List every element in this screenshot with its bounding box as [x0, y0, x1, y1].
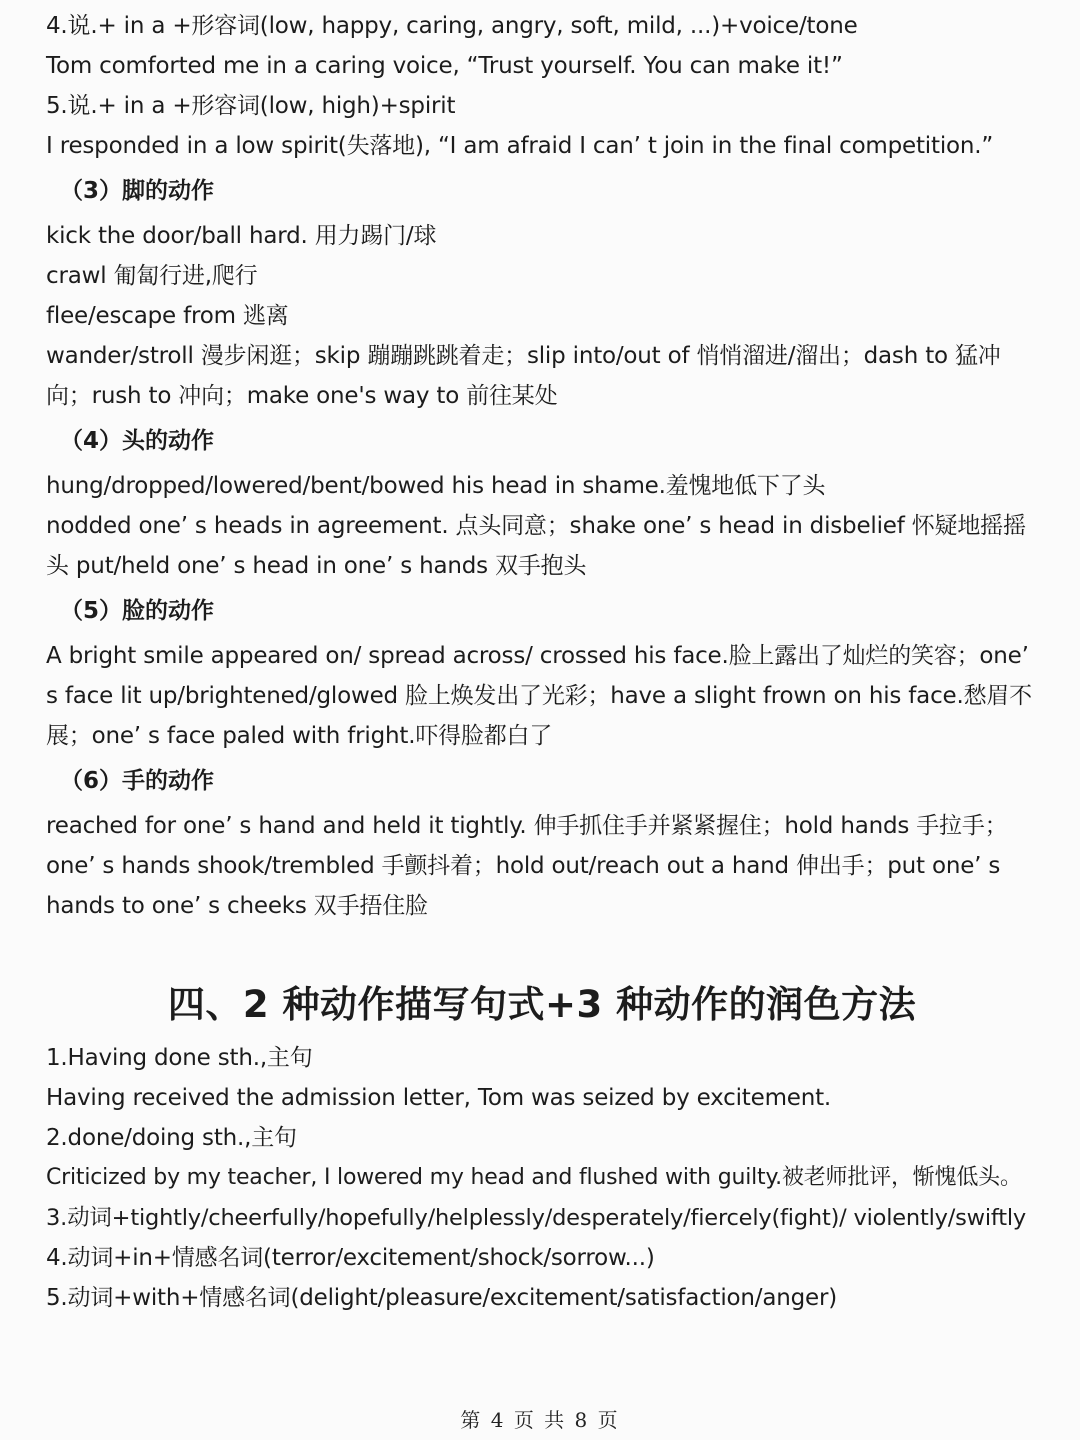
- text-paragraph: wander/stroll 漫步闲逛；skip 蹦蹦跳跳着走；slip into/out of 悄悄溜进/溜出；dash to 猛冲向；rush to 冲向；make one's way to 前往某处: [46, 343, 1001, 409]
- text-line: crawl 匍匐行进,爬行: [46, 263, 258, 289]
- text-line: flee/escape from 逃离: [46, 303, 289, 329]
- text-line: kick the door/ball hard. 用力踢门/球: [46, 223, 437, 249]
- page-number-footer: 第 4 页 共 8 页: [460, 1408, 620, 1432]
- subheading-face-actions: （5）脸的动作: [60, 598, 215, 624]
- text-paragraph: nodded one’ s heads in agreement. 点头同意；shake one’ s head in disbelief 怀疑地摇摇头 put/held one’ s head in one’ s hands 双手抱头: [46, 513, 1026, 579]
- section-title: 四、2 种动作描写句式+3 种动作的润色方法: [167, 983, 917, 1026]
- text-line: hung/dropped/lowered/bent/bowed his head in shame.羞愧地低下了头: [46, 473, 826, 499]
- text-paragraph: A bright smile appeared on/ spread across/ crossed his face.脸上露出了灿烂的笑容；one’ s face lit up/brightened/glowed 脸上焕发出了光彩；have a slight frown on his face.愁眉不展；one’ s face paled with fright.吓得脸都白了: [46, 643, 1032, 749]
- text-paragraph: reached for one’ s hand and held it tightly. 伸手抓住手并紧紧握住；hold hands 手拉手；one’ s hands shook/trembled 手颤抖着；hold out/reach out a hand 伸出手；put one’ s hands to one’ s cheeks 双手捂住脸: [46, 813, 1008, 919]
- text-line: I responded in a low spirit(失落地), “I am afraid I can’ t join in the final competition.”: [46, 133, 994, 159]
- text-line: 5.动词+with+情感名词(delight/pleasure/excitement/satisfaction/anger): [46, 1285, 837, 1311]
- text-line: Tom comforted me in a caring voice, “Trust yourself. You can make it!”: [46, 53, 843, 79]
- text-line: 5.说.+ in a +形容词(low, high)+spirit: [46, 93, 456, 119]
- subheading-head-actions: （4）头的动作: [60, 428, 215, 454]
- text-line: Criticized by my teacher, I lowered my head and flushed with guilty.被老师批评，惭愧低头。: [46, 1165, 1022, 1190]
- text-line: 4.动词+in+情感名词(terror/excitement/shock/sorrow...): [46, 1245, 655, 1271]
- subheading-hand-actions: （6）手的动作: [60, 768, 215, 794]
- text-line: 3.动词+tightly/cheerfully/hopefully/helplessly/desperately/fiercely(fight)/ violently/swiftly: [46, 1205, 1027, 1231]
- text-line: 1.Having done sth.,主句: [46, 1045, 313, 1071]
- text-line: 4.说.+ in a +形容词(low, happy, caring, angry, soft, mild, ...)+voice/tone: [46, 13, 858, 39]
- text-line: 2.done/doing sth.,主句: [46, 1125, 297, 1151]
- subheading-foot-actions: （3）脚的动作: [60, 178, 215, 204]
- text-line: Having received the admission letter, Tom was seized by excitement.: [46, 1085, 832, 1111]
- document-page: [46, 6, 1038, 1318]
